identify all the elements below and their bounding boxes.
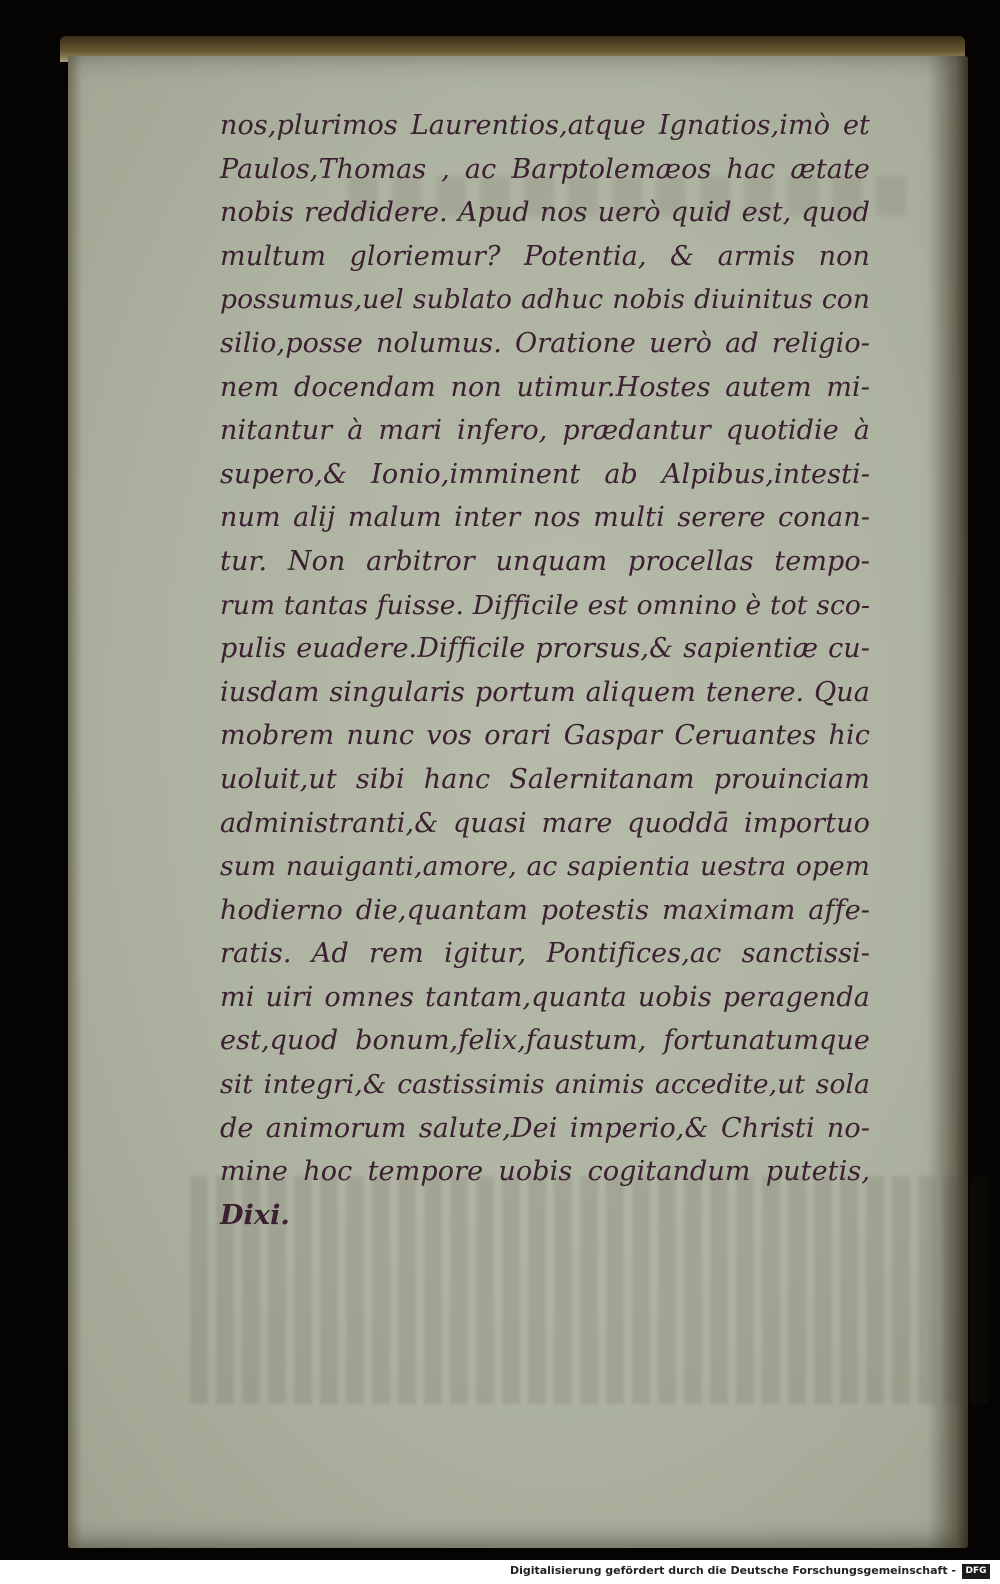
text-line: silio,posse nolumus. Oratione uerò ad religio- bbox=[220, 327, 870, 359]
text-line: nos,plurimos Laurentios,atque Ignatios,imò et bbox=[220, 110, 870, 141]
text-line: Paulos,Thomas , ac Barptolemæos hac ætate bbox=[220, 153, 870, 185]
body-text bbox=[220, 104, 870, 1237]
text-line: mobrem nunc vos orari Gaspar Ceruantes hic bbox=[220, 720, 870, 752]
text-line: mine hoc tempore uobis cogitandum putetis, bbox=[220, 1156, 870, 1188]
text-line: tur. Non arbitror unquam procellas tempo- bbox=[220, 545, 870, 577]
text-line: est,quod bonum,felix,faustum, fortunatumque bbox=[220, 1025, 870, 1057]
text-line: sum nauiganti,amore, ac sapientia uestra opem bbox=[220, 851, 870, 883]
footer-bar bbox=[0, 1560, 1000, 1584]
text-line: nobis reddidere. Apud nos uerò quid est, quod bbox=[220, 197, 870, 229]
text-line: uoluit,ut sibi hanc Salernitanam prouinciam bbox=[220, 763, 870, 795]
text-line: de animorum salute,Dei imperio,& Christi no- bbox=[220, 1112, 870, 1144]
text-line: nem docendam non utimur.Hostes autem mi- bbox=[220, 371, 870, 403]
text-line: rum tantas fuisse. Difficile est omnino è tot sco- bbox=[220, 589, 870, 621]
dfg-logo: DFG bbox=[962, 1564, 990, 1579]
text-line: iusdam singularis portum aliquem tenere. Qua bbox=[220, 676, 870, 708]
funding-credit: Digitalisierung gefördert durch die Deutsche Forschungsgemeinschaft - bbox=[509, 1564, 956, 1577]
text-line: sit integri,& castissimis animis accedite,ut sola bbox=[220, 1069, 870, 1101]
page-left-edge bbox=[68, 56, 82, 1548]
text-line: mi uiri omnes tantam,quanta uobis peragenda bbox=[220, 981, 870, 1013]
text-line: administranti,& quasi mare quoddā importuo bbox=[220, 807, 870, 839]
closing-word: Dixi. bbox=[220, 1199, 290, 1231]
text-line: pulis euadere.Difficile prorsus,& sapientiæ cu- bbox=[220, 633, 870, 665]
text-line: possumus,uel sublato adhuc nobis diuinitus con bbox=[220, 284, 870, 316]
text-line: supero,& Ionio,imminent ab Alpibus,intesti- bbox=[220, 458, 870, 490]
text-line: multum gloriemur? Potentia, & armis non bbox=[220, 240, 870, 272]
text-line: hodierno die,quantam potestis maximam affe- bbox=[220, 894, 870, 926]
text-line: ratis. Ad rem igitur, Pontifices,ac sanctissi- bbox=[220, 938, 870, 970]
text-line: num alij malum inter nos multi serere conan- bbox=[220, 502, 870, 534]
text-line: nitantur à mari infero, prædantur quotidie à bbox=[220, 415, 870, 447]
